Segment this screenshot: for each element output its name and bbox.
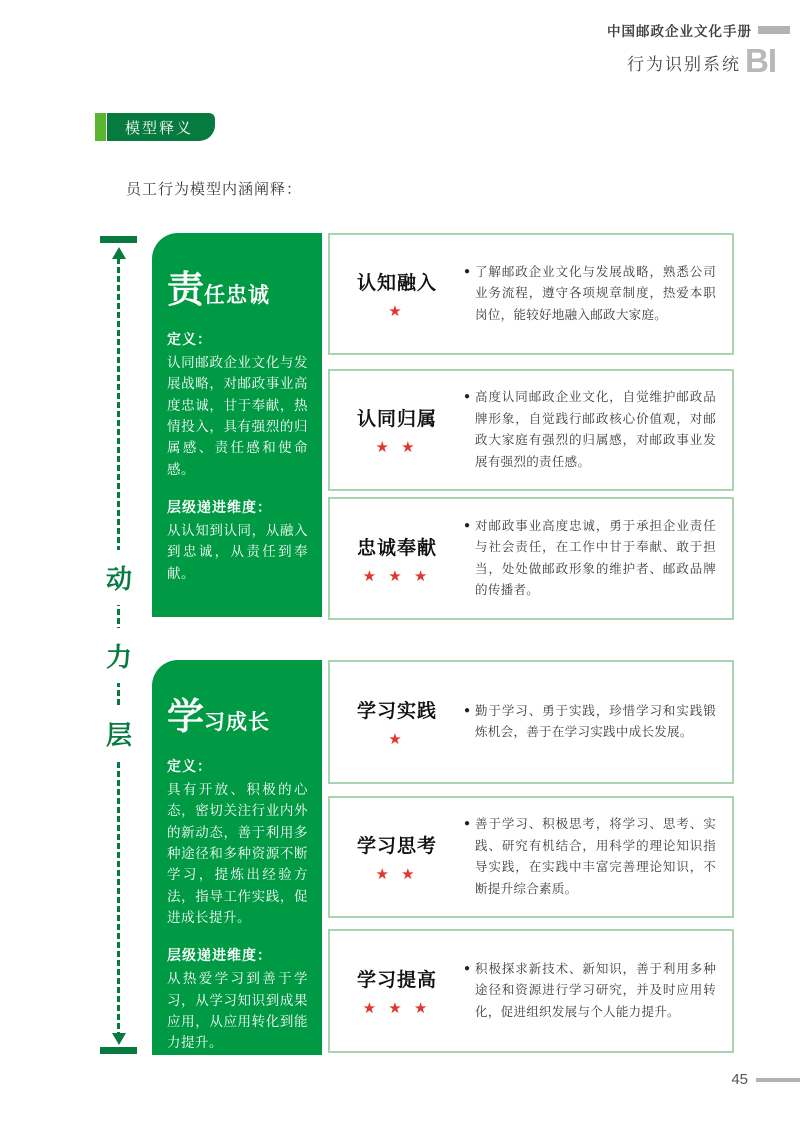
header-line-1 [607,20,790,40]
level-name: 认知融入 [356,273,437,294]
system-title: 行为识别系统 [627,55,741,74]
level-box-loyalty-dedication [328,497,734,620]
section-label-text: 模型释义 [107,113,215,141]
level-description [464,387,732,473]
panel-title [167,259,308,313]
dimension-label: 层级递进维度： [167,498,272,515]
panel-title-first-char: 学 [167,696,204,737]
level-head [330,404,464,456]
panel-title-rest: 任忠诚 [204,284,270,307]
level-box-identification [328,369,734,491]
axis-char-2: 力 [102,628,136,683]
spacer [167,480,308,497]
level-head [330,533,464,585]
level-name: 学习提高 [356,970,437,991]
level-name: 学习思考 [356,836,437,857]
level-description-text: 高度认同邮政企业文化，自觉维护邮政品牌形象，自觉践行邮政核心价值观，对邮政大家庭有强烈的归属感，对邮政事业发展有强烈的责任感。 [475,390,716,469]
page-number: 45 [731,1071,748,1088]
level-name: 学习实践 [356,701,437,722]
system-abbreviation: BI [745,42,776,79]
axis-arrow-down-icon [112,1033,126,1045]
level-head [330,268,464,320]
header-line-2 [607,44,776,77]
dimension-text: 从热爱学习到善于学习，从学习知识到成果应用，从应用转化到能力提升。 [167,971,308,1051]
level-stars: ★ ★ [375,439,419,456]
panel-responsibility-loyalty [152,233,322,617]
dimension-text: 从认知到认同，从融入到忠诚，从责任到奉献。 [167,522,308,581]
definition-label: 定义： [167,331,212,347]
level-head [330,965,464,1017]
level-stars: ★ ★ [375,866,419,883]
bullet-icon [464,262,470,327]
level-description [464,814,732,900]
bullet-icon [464,387,470,473]
bullet-icon [464,516,470,602]
panel-learning-growth [152,660,322,1055]
level-stars: ★ [388,303,406,320]
level-description-text: 勤于学习、勇于实践，珍惜学习和实践锻炼机会，善于在学习实践中成长发展。 [475,703,716,739]
footer-accent-bar [756,1078,800,1082]
level-description [464,516,732,602]
axis-bottom-bar [100,1047,137,1054]
level-description [464,959,732,1024]
axis-char-1: 动 [102,550,136,605]
level-box-learning-thinking [328,796,734,918]
bullet-icon [464,959,470,1024]
axis-arrow-up-icon [112,247,126,259]
level-stars: ★ ★ ★ [362,567,432,585]
definition-text: 认同邮政企业文化与发展战略，对邮政事业高度忠诚，甘于奉献，热情投入，具有强烈的归属感、责任感和使命感。 [167,355,308,477]
level-head [330,831,464,883]
panel-title-rest: 习成长 [204,711,270,734]
bullet-icon [464,814,470,900]
axis-top-bar [100,236,137,243]
handbook-title: 中国邮政企业文化手册 [607,24,752,39]
level-description-text: 对邮政事业高度忠诚，勇于承担企业责任与社会责任，在工作中甘于奉献、敢于担当，处处做邮政形象的维护者、邮政品牌的传播者。 [475,518,716,597]
page-footer [731,1071,800,1088]
section-label-accent [95,113,106,141]
level-name: 忠诚奉献 [356,537,437,559]
level-stars: ★ [388,731,406,748]
level-name: 认同归属 [356,409,437,430]
definition-label: 定义： [167,758,212,774]
level-head [330,696,464,748]
level-description-text: 了解邮政企业文化与发展战略，熟悉公司业务流程，遵守各项规章制度，热爱本职岗位，能较好地融入邮政大家庭。 [475,264,716,322]
level-box-learning-improvement [328,929,734,1053]
header-accent-bar [758,26,790,34]
panel-title [167,686,308,740]
level-box-learning-practice [328,660,734,784]
spacer [167,928,308,945]
definition-text: 具有开放、积极的心态，密切关注行业内外的新动态，善于利用多种途径和多种资源不断学习，提炼出经验方法，指导工作实践，促进成长提升。 [167,782,308,925]
level-description-text: 善于学习、积极思考，将学习、思考、实践、研究有机结合，用科学的理论知识指导实践，在实践中丰富完善理论知识，不断提升综合素质。 [475,817,716,896]
axis-char-3: 层 [102,706,136,761]
level-description [464,701,732,744]
bullet-icon [464,701,470,744]
panel-title-first-char: 责 [167,269,204,310]
intro-text: 员工行为模型内涵阐释： [126,181,303,198]
page-header [607,20,790,77]
level-description-text: 积极探求新技术、新知识，善于利用多种途径和资源进行学习研究，并及时应用转化，促进组织发展与个人能力提升。 [475,961,716,1019]
dimension-label: 层级递进维度： [167,947,272,964]
level-description [464,262,732,327]
level-box-cognition [328,233,734,355]
section-label [95,113,215,141]
level-stars: ★ ★ ★ [362,1000,432,1017]
